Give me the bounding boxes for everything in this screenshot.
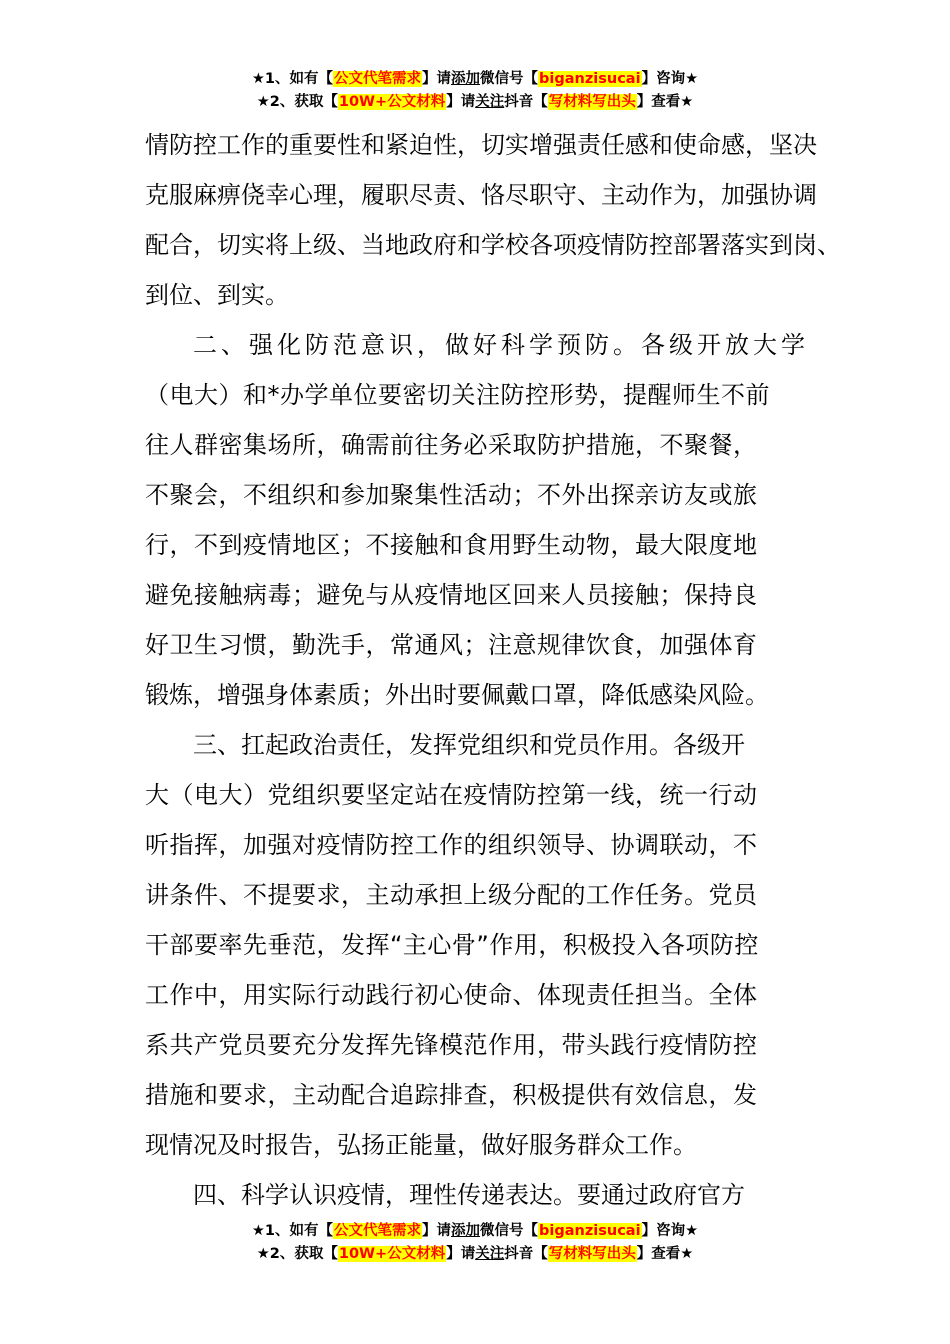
highlight-materials: 10W+公文材料: [338, 94, 446, 110]
text-line: 到位、到实。: [145, 281, 289, 309]
text-line: 不聚会，不组织和参加聚集性活动；不外出探亲访友或旅: [145, 481, 758, 509]
paragraph-section-4: [145, 1170, 845, 1220]
text-line: 讲条件、不提要求，主动承担上级分配的工作任务。党员: [145, 881, 758, 909]
paragraph-section-2: [145, 320, 845, 720]
text-line: 情防控工作的重要性和紧迫性，切实增强责任感和使命感，坚决: [145, 131, 817, 159]
text-line: 避免接触病毒；避免与从疫情地区回来人员接触；保持良: [145, 581, 758, 609]
highlight-douyin-account: 写材料写出头: [548, 1246, 636, 1262]
section-heading-line: 三、扛起政治责任，发挥党组织和党员作用。各级开: [193, 731, 745, 759]
text-line: 系共产党员要充分发挥先锋模范作用，带头践行疫情防控: [145, 1031, 758, 1059]
paragraph-section-3: [145, 720, 845, 1170]
text-line: 现情况及时报告，弘扬正能量，做好服务群众工作。: [145, 1131, 697, 1159]
highlight-douyin-account: 写材料写出头: [548, 94, 636, 110]
text-line: 锻炼，增强身体素质；外出时要佩戴口罩，降低感染风险。: [145, 681, 769, 709]
text-line: 干部要率先垂范，发挥“主心骨”作用，积极投入各项防控: [145, 931, 759, 959]
highlight-materials: 10W+公文材料: [338, 1246, 446, 1262]
paragraph-continuation: [145, 120, 845, 320]
section-heading-line: 二、强化防范意识，做好科学预防。各级开放大学: [193, 331, 809, 359]
highlight-wechat-id: biganzisucai: [539, 1223, 641, 1239]
text-line: 往人群密集场所，确需前往务必采取防护措施，不聚餐，: [145, 431, 758, 459]
text-line: 配合，切实将上级、当地政府和学校各项疫情防控部署落实到岗、: [145, 231, 841, 259]
text-line: 措施和要求，主动配合追踪排查，积极提供有效信息，发: [145, 1081, 758, 1109]
text-line: （电大）和*办学单位要密切关注防控形势，提醒师生不前: [145, 381, 770, 409]
banner-line-1: ★1、如有【公文代笔需求】请添加微信号【biganzisucai】咨询★: [251, 71, 699, 87]
section-heading-line: 四、科学认识疫情，理性传递表达。要通过政府官方: [193, 1181, 745, 1209]
text-line: 克服麻痹侥幸心理，履职尽责、恪尽职守、主动作为，加强协调: [145, 181, 817, 209]
header-banner: [0, 68, 950, 114]
footer-banner: [0, 1220, 950, 1266]
highlight-wechat-id: biganzisucai: [539, 71, 641, 87]
highlight-service: 公文代笔需求: [334, 71, 422, 87]
highlight-service: 公文代笔需求: [334, 1223, 422, 1239]
text-line: 工作中，用实际行动践行初心使命、体现责任担当。全体: [145, 981, 758, 1009]
text-line: 好卫生习惯，勤洗手，常通风；注意规律饮食，加强体育: [145, 631, 758, 659]
banner-line-2: ★2、获取【10W+公文材料】请关注抖音【写材料写出头】查看★: [256, 94, 694, 110]
banner-line-1: ★1、如有【公文代笔需求】请添加微信号【biganzisucai】咨询★: [251, 1223, 699, 1239]
text-line: 听指挥，加强对疫情防控工作的组织领导、协调联动，不: [145, 831, 758, 859]
banner-line-2: ★2、获取【10W+公文材料】请关注抖音【写材料写出头】查看★: [256, 1246, 694, 1262]
text-line: 行，不到疫情地区；不接触和食用野生动物，最大限度地: [145, 531, 758, 559]
text-line: 大（电大）党组织要坚定站在疫情防控第一线，统一行动: [145, 781, 758, 809]
document-body: [145, 120, 845, 1220]
